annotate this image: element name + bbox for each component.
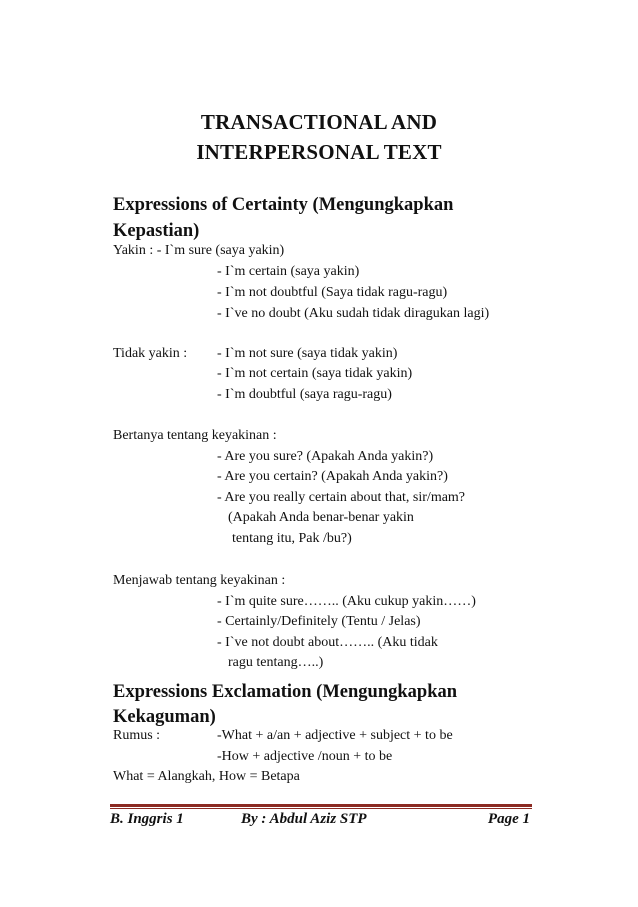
footer-rule [110, 804, 532, 807]
bertanya-label: Bertanya tentang keyakinan : [113, 428, 277, 443]
menjawab-item: - I`ve not doubt about…….. (Aku tidak [217, 635, 438, 650]
footer-author: By : Abdul Aziz STP [241, 811, 367, 827]
bertanya-item: - Are you certain? (Apakah Anda yakin?) [217, 469, 448, 484]
rumus-label: Rumus : [113, 728, 161, 743]
bertanya-continuation: (Apakah Anda benar-benar yakin [228, 510, 414, 525]
bertanya-item: - Are you really certain about that, sir/mam? [217, 490, 466, 505]
section-heading-certainty-2: Kepastian) [113, 221, 200, 241]
menjawab-continuation: ragu tentang…..) [228, 655, 324, 670]
yakin-label: Yakin : - I`m sure (saya yakin) [113, 243, 285, 258]
tidak-yakin-item: - I`m not certain (saya tidak yakin) [217, 366, 413, 381]
page-title-line2: INTERPERSONAL TEXT [196, 140, 442, 164]
menjawab-item: - I`m quite sure…….. (Aku cukup yakin……) [217, 594, 476, 609]
tidak-yakin-item: - I`m doubtful (saya ragu-ragu) [217, 387, 392, 402]
footer-course: B. Inggris 1 [110, 811, 184, 827]
rumus-item: -How + adjective /noun + to be [217, 749, 393, 764]
menjawab-item: - Certainly/Definitely (Tentu / Jelas) [217, 614, 421, 629]
page-title-line1: TRANSACTIONAL AND [200, 110, 438, 134]
footer-page-number: Page 1 [487, 811, 530, 827]
yakin-item: - I`ve no doubt (Aku sudah tidak diragukan lagi) [217, 306, 490, 321]
translation-note: What = Alangkah, How = Betapa [113, 769, 300, 784]
yakin-item: - I`m not doubtful (Saya tidak ragu-ragu) [217, 285, 448, 300]
rumus-item: -What + a/an + adjective + subject + to be [217, 728, 453, 743]
menjawab-label: Menjawab tentang keyakinan : [113, 573, 286, 588]
bertanya-continuation: tentang itu, Pak /bu?) [232, 531, 352, 546]
section-heading-certainty-1: Expressions of Certainty (Mengungkapkan [113, 195, 454, 215]
footer-rule-thin [110, 808, 532, 809]
section-heading-exclamation-1: Expressions Exclamation (Mengungkapkan [113, 682, 458, 702]
section-heading-exclamation-2: Kekaguman) [113, 707, 216, 727]
tidak-yakin-label: Tidak yakin : [113, 346, 188, 361]
tidak-yakin-item: - I`m not sure (saya tidak yakin) [217, 346, 398, 361]
bertanya-item: - Are you sure? (Apakah Anda yakin?) [217, 449, 434, 464]
yakin-item: - I`m certain (saya yakin) [217, 264, 360, 279]
